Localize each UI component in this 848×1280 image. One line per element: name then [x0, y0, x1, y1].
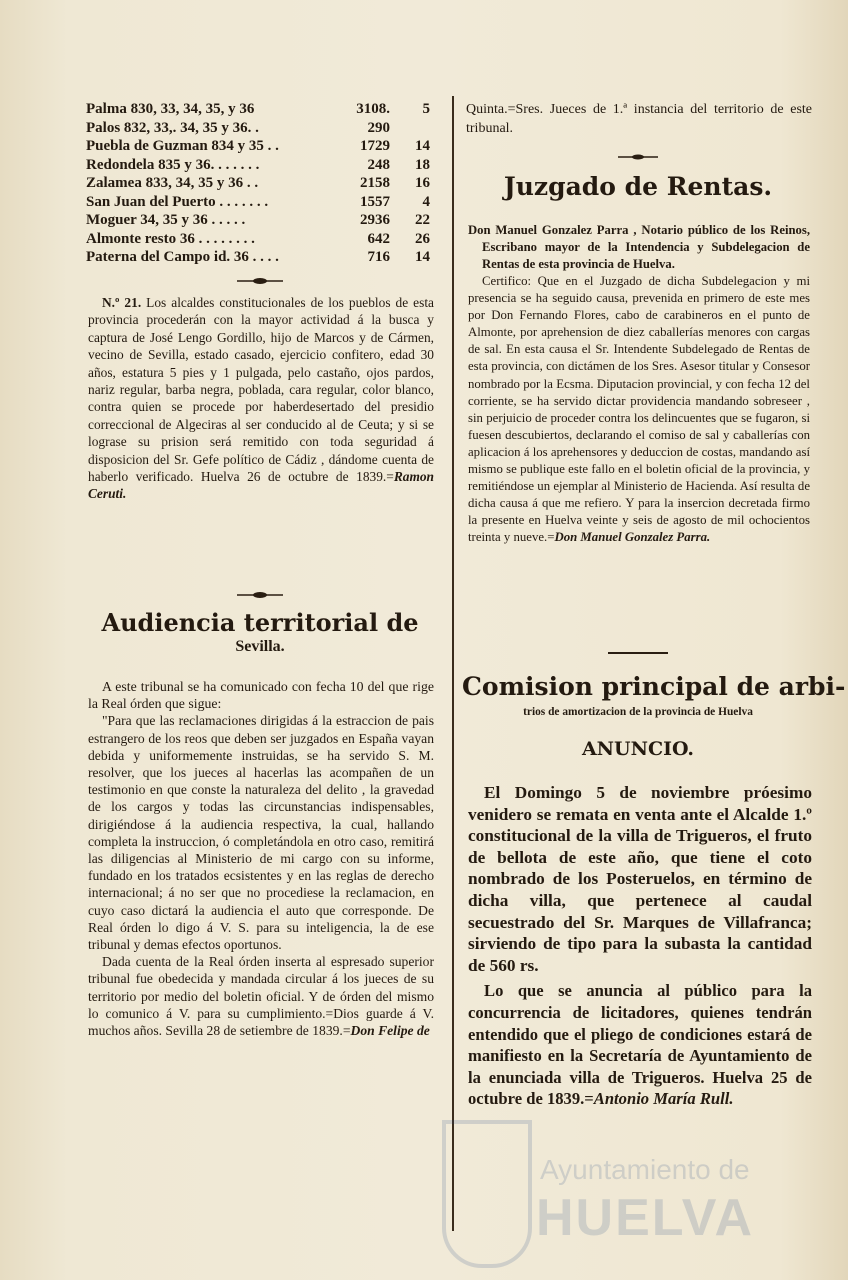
juzgado-intro: Don Manuel Gonzalez Parra , Notario público de los Reinos, Escribano mayor de la Intendencia y Subdelegacion de Rentas de esta provincia de Huelva. [468, 223, 810, 271]
juzgado-text: Certifico: Que en el Juzgado de dicha Subdelegacion y mi presencia se ha seguido causa, prevenida en primero de este mes por Don Fernando Flores, cabo de carabineros en el punto de Almonte, por aprehension de diez caballerías menores con cargas de sal. En esta causa el Sr. Intendente Subdelegado de Rentas de esta provincia, con dictámen de los Sres. Asesor titular y Consesor nombrado por la Ecsma. Diputacion provincial, y con fecha 12 del corriente, se ha servido dictar providencia mandando sobreseer , sin perjuicio de proceder contra los delincuentes que se fugaron, si fuesen descubiertos, declarando el comiso de sal y caballerías con aplicacion á los aprehensores y deduccion de costas, mandando así mismo se publique este fallo en el boletin oficial de la provincia, y remitiéndose un ejemplar al Ministerio de Hacienda. Así resulta de dicha causa á que me refiero. Y para la insercion decretada firmo la presente en Huelva veinte y seis de agosto de mil ochocientos treinta y nueve.= [468, 274, 810, 545]
audiencia-closing: Dada cuenta de la Real órden inserta al espresado superior tribunal fue obedecida y mandada circular á los jueces de su territorio por medio del boletin oficial. Y de órden del mismo lo comunico á V. para su cumplimiento.=Dios guarde á V. muchos años. Sevilla 28 de setiembre de 1839.= [88, 954, 434, 1039]
juzgado-title: Juzgado de Rentas. [503, 172, 773, 201]
table-row: Palos 832, 33,. 34, 35 y 36. . 290 [86, 119, 390, 136]
notice-21: N.º 21. Los alcaldes constitucionales de los pueblos de esta provincia procederán con la mayor actividad á la busca y captura de José Lengo Gordillo, hijo de Marcos y de Cármen, vecino de Sevilla, estado casado, ejercicio confitero, edad 30 años, estatura 5 pies y 1 pulgada, pelo castaño, ojos pardos, nariz regular, barba negra, poblada, cara regular, color blanco, contra quien se procede por haberdesertado del presidio correccional de Algeciras al ser conducido al de Ceuta; y si se lograse su prision será remitido con toda seguridad á disposicion del Sr. Gefe político de Cádiz , dándome cuenta de haberlo verificado. Huelva 26 de octubre de 1839.=Ramon Ceruti. [88, 295, 434, 502]
ornament-divider [78, 588, 442, 604]
audiencia-signature: Don Felipe de [350, 1023, 430, 1039]
audiencia-order: "Para que las reclamaciones dirigidas á la estraccion de pais estrangero de los reos que deben ser juzgados en España vayan debida y uniformemente instruidas, se ha servido S. M. resolver, que los jueces al hacerlas las acompañen de un testimonio en que conste la naturaleza del delito , la gravedad de los cargos y todas las circunstancias indispensables, dirigiéndose á la audiencia respectiva, la cual, hallando completa la instruccion, ó completándola en otro caso, remitirá las diligencias al Ministerio de mi cargo con su informe, fundado en los tratados ecsistentes y en las reglas de derecho internacional; á no ser que no procediese la reclamacion, en cuyo caso dictará la audiencia el auto que corresponde. De Real órden lo digo á V. S. para su inteligencia, la de ese tribunal y demas efectos oportunos. [88, 713, 434, 953]
shield-icon [442, 1120, 532, 1268]
notice-signature: Ramon Ceruti. [88, 469, 434, 502]
table-row: Moguer 34, 35 y 36 . . . . . 2936 22 [86, 212, 430, 228]
ornament-divider [78, 274, 442, 290]
audiencia-body [88, 678, 434, 1039]
table-row: Almonte resto 36 . . . . . . . . 642 26 [86, 230, 430, 247]
audiencia-subtitle: Sevilla. [235, 638, 285, 655]
continuation-text: Quinta.=Sres. Jueces de 1.ª instancia del territorio de este tribunal. [466, 102, 812, 136]
table-row: Puebla de Guzman 834 y 35 . . 1729 14 [86, 138, 430, 154]
anuncio-p2: Lo que se anuncia al público para la concurrencia de licitadores, quienes tendrán entendido que el pliego de condiciones estará de manifiesto en la Secretaría de Ayuntamiento de la enunciada villa de Trigueros. Huelva 25 de octubre de 1839.= [468, 981, 812, 1109]
watermark-line2: HUELVA [536, 1189, 755, 1247]
audiencia-intro: A este tribunal se ha comunicado con fecha 10 del que rige la Real órden que sigue: [88, 679, 434, 712]
anuncio-signature: Antonio María Rull. [593, 1089, 734, 1109]
quota-table [86, 100, 436, 267]
notice-text: Los alcaldes constitucionales de los pueblos de esta provincia procederán con la mayor actividad á la busca y captura de José Lengo Gordillo, hijo de Marcos y de Cármen, vecino de Sevilla, estado casado, ejercicio confitero, edad 30 años, estatura 5 pies y 1 pulgada, pelo castaño, ojos pardos, nariz regular, barba negra, poblada, cara regular, color blanco, contra quien se procede por haberdesertado del presidio correccional de Algeciras al ser conducido al de Ceuta; y si se lograse su prision será remitido con toda seguridad á disposicion del Sr. Gefe político de Cádiz , dándome cuenta de haberlo verificado. Huelva 26 de octubre de 1839. [88, 295, 434, 485]
notice-number: N.º 21. [102, 295, 142, 310]
table-row: Redondela 835 y 36. . . . . . . 248 18 [86, 156, 430, 173]
continuation-block [466, 100, 812, 138]
audiencia-title: Audiencia territorial de [101, 608, 419, 637]
watermark-line1: Ayuntamiento de [540, 1154, 750, 1185]
anuncio-body [468, 782, 812, 1110]
ornament-divider [462, 150, 814, 166]
column-divider [452, 96, 454, 1231]
juzgado-body [468, 222, 810, 547]
archive-watermark [442, 1100, 762, 1270]
table-row: Zalamea 833, 34, 35 y 36 . . 2158 16 [86, 175, 430, 191]
table-row: Palma 830, 33, 34, 35, y 36 3108. 5 [86, 101, 430, 117]
juzgado-signature: Don Manuel Gonzalez Parra. [554, 530, 711, 545]
table-row: San Juan del Puerto . . . . . . . 1557 4 [86, 193, 430, 210]
comision-title: Comision principal de arbi- [462, 672, 846, 701]
anuncio-p1: El Domingo 5 de noviembre próesimo venidero se remata en venta ante el Alcalde 1.º constitucional de la villa de Trigueros, el fruto de bellota de este año, que tiene el coto nombrado de los Posteruelos, en término de dicha villa, que pertenece al caudal secuestrado del Sr. Marques de Villafranca; sirviendo de tipo para la subasta la cantidad de 560 rs. [468, 783, 812, 975]
comision-subtitle: trios de amortizacion de la provincia de Huelva [523, 706, 753, 718]
anuncio-heading: ANUNCIO. [581, 738, 695, 760]
table-row: Paterna del Campo id. 36 . . . . 716 14 [86, 249, 430, 265]
rule-divider [608, 652, 668, 654]
